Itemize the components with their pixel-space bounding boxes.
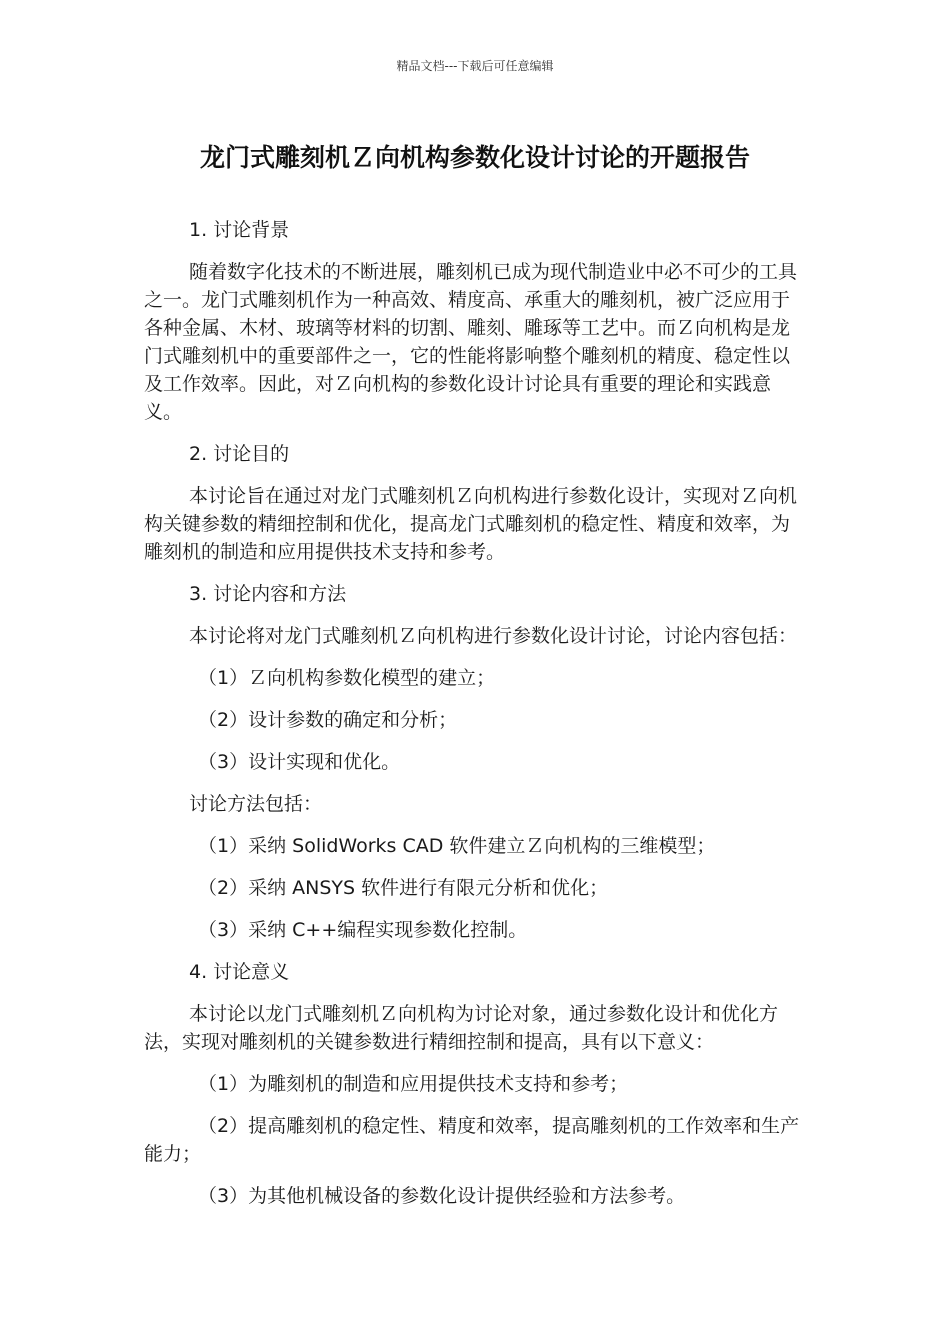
header-note: 精品文档---下载后可任意编辑 [396, 59, 554, 73]
section-1-heading: 1. 讨论背景 [189, 219, 290, 241]
section-4-paragraph: 本讨论以龙门式雕刻机Ｚ向机构为讨论对象，通过参数化设计和优化方法，实现对雕刻机的关键参数进行精细控制和提高，具有以下意义： [144, 1003, 779, 1053]
section-1-paragraph: 随着数字化技术的不断进展，雕刻机已成为现代制造业中必不可少的工具之一。龙门式雕刻机作为一种高效、精度高、承重大的雕刻机，被广泛应用于各种金属、木材、玻璃等材料的切割、雕刻、雕琢等工艺中。而Ｚ向机构是龙门式雕刻机中的重要部件之一，它的性能将影响整个雕刻机的精度、稳定性以及工作效率。因此，对Ｚ向机构的参数化设计讨论具有重要的理论和实践意义。 [144, 261, 798, 423]
methods-intro: 讨论方法包括： [189, 793, 323, 815]
content-item-3: （3）设计实现和优化。 [198, 751, 401, 773]
section-4-heading: 4. 讨论意义 [189, 961, 290, 983]
significance-item-2: （2）提高雕刻机的稳定性、精度和效率，提高雕刻机的工作效率和生产能力； [144, 1115, 800, 1165]
content-item-2: （2）设计参数的确定和分析； [198, 709, 458, 731]
method-item-1: （1）采纳 SolidWorks CAD 软件建立Ｚ向机构的三维模型； [198, 835, 716, 857]
section-3-paragraph: 本讨论将对龙门式雕刻机Ｚ向机构进行参数化设计讨论，讨论内容包括： [189, 625, 798, 647]
document-body [144, 216, 808, 1210]
method-item-2: （2）采纳 ANSYS 软件进行有限元分析和优化； [198, 877, 609, 899]
section-2-paragraph: 本讨论旨在通过对龙门式雕刻机Ｚ向机构进行参数化设计，实现对Ｚ向机构关键参数的精细控制和优化，提高龙门式雕刻机的稳定性、精度和效率，为雕刻机的制造和应用提供技术支持和参考。 [144, 485, 798, 563]
section-2-heading: 2. 讨论目的 [189, 443, 290, 465]
section-3-heading: 3. 讨论内容和方法 [189, 583, 347, 605]
significance-item-1: （1）为雕刻机的制造和应用提供技术支持和参考； [198, 1073, 629, 1095]
content-item-1: （1）Ｚ向机构参数化模型的建立； [198, 667, 496, 689]
method-item-3: （3）采纳 C++编程实现参数化控制。 [198, 919, 528, 941]
significance-item-3: （3）为其他机械设备的参数化设计提供经验和方法参考。 [198, 1185, 686, 1207]
document-title: 龙门式雕刻机Ｚ向机构参数化设计讨论的开题报告 [199, 143, 750, 172]
